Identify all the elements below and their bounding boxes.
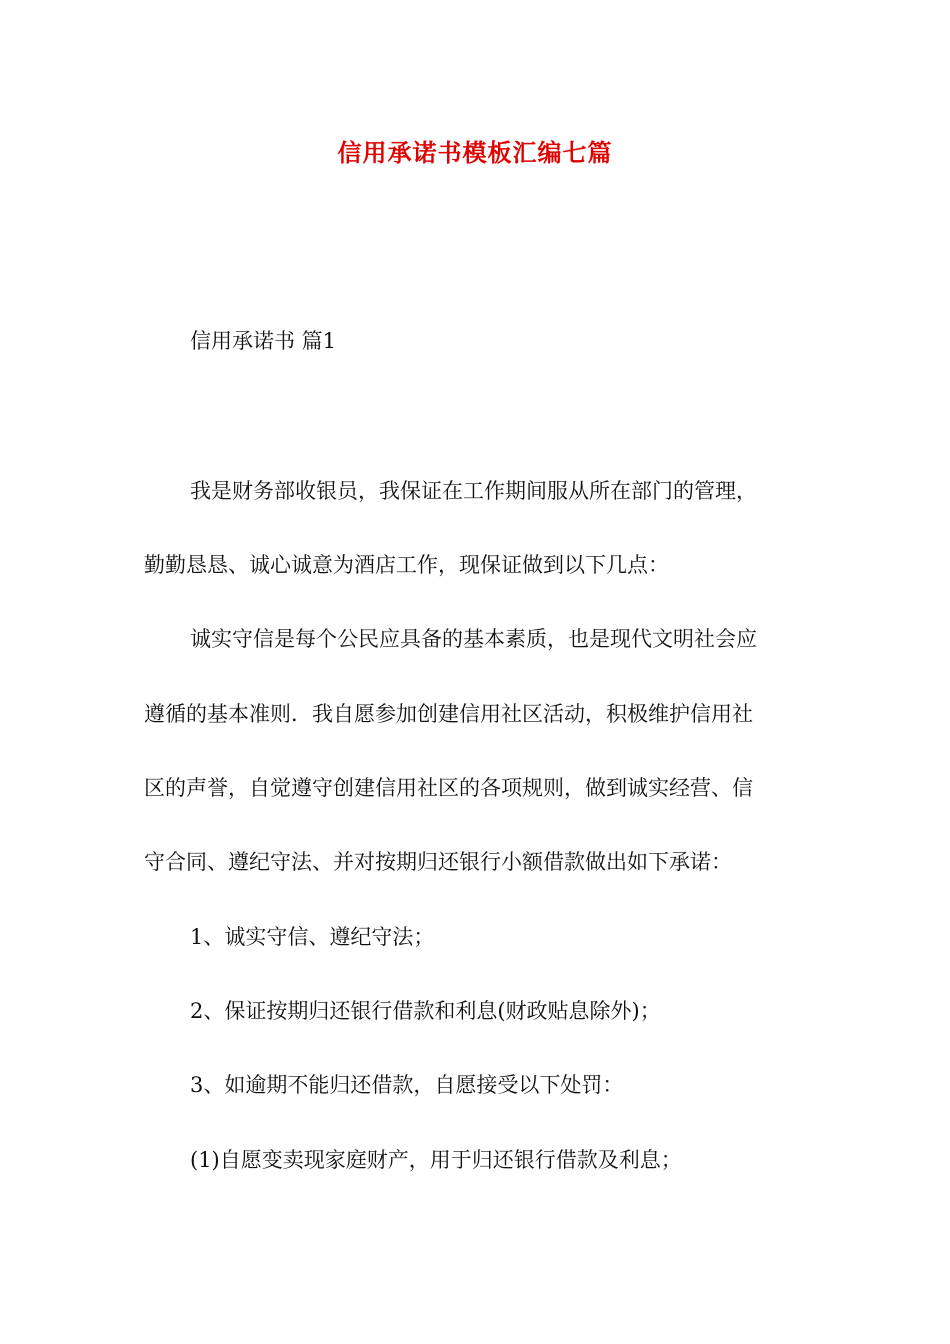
paragraph-line: 区的声誉，自觉遵守创建信用社区的各项规则，做到诚实经营、信 [144,776,753,800]
paragraph-line: 勤勤恳恳、诚心诚意为酒店工作，现保证做到以下几点： [144,553,669,577]
list-item: 2、保证按期归还银行借款和利息(财政贴息除外)； [190,999,661,1023]
document-title: 信用承诺书模板汇编七篇 [337,138,613,167]
paragraph-line: 我是财务部收银员，我保证在工作期间服从所在部门的管理， [190,479,757,503]
paragraph-line: 守合同、遵纪守法、并对按期归还银行小额借款做出如下承诺： [144,850,732,874]
list-item: (1)自愿变卖现家庭财产，用于归还银行借款及利息； [190,1148,682,1172]
paragraph-line: 遵循的基本准则．我自愿参加创建信用社区活动，积极维护信用社 [144,702,753,726]
list-item: 1、诚实守信、遵纪守法； [190,925,435,949]
list-item: 3、如逾期不能归还借款，自愿接受以下处罚： [190,1073,624,1097]
paragraph-line: 诚实守信是每个公民应具备的基本素质，也是现代文明社会应 [190,627,757,651]
section-heading: 信用承诺书 篇1 [190,329,337,353]
